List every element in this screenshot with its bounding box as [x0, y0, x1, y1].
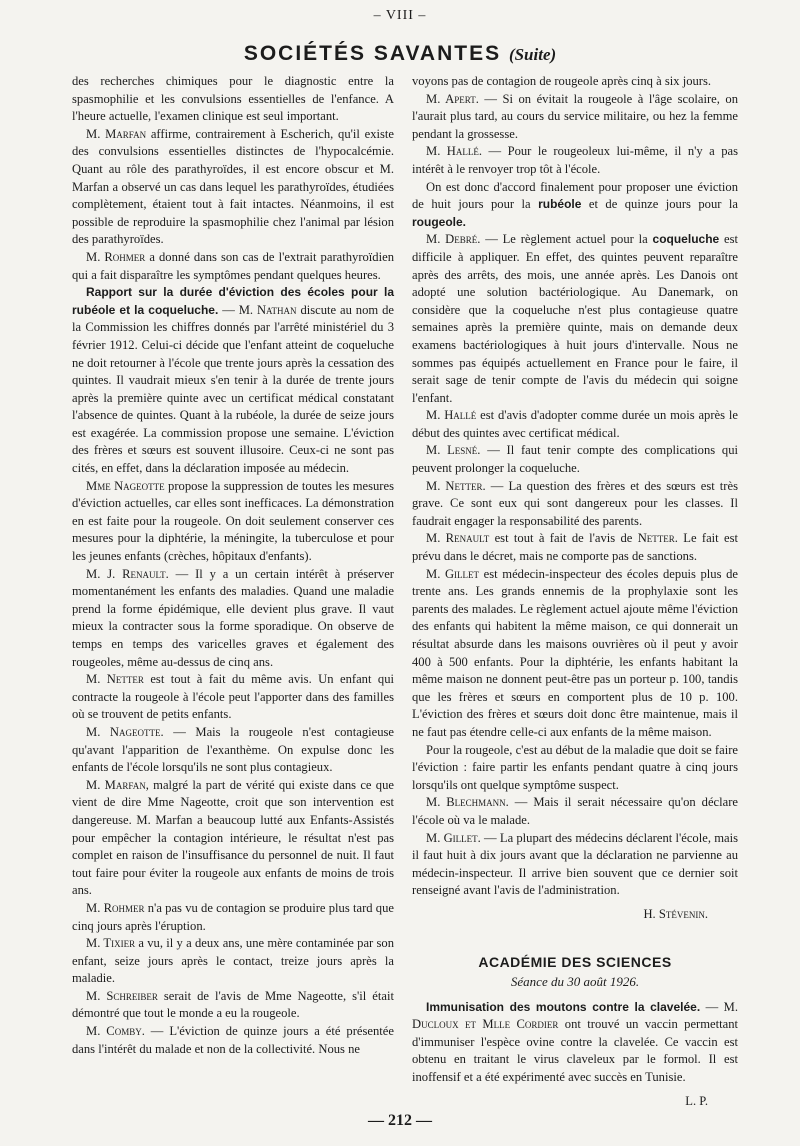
paragraph: Rapport sur la durée d'éviction des écoles pour la rubéole et la coqueluche. — M. Nathan discute au nom de la Commission les chiffres donnés par l'arrêté ministériel du 3 février 1912. Celui-ci décide que l'enfant atteint de coqueluche ne doit retourner à l'école que trente jours après la cessation des quintes. Il vaudrait mieux s'en tenir à la durée de trente jours après la première quinte avec un certificat médical constatant l'absence de quintes. Quant à la rubéole, la durée de seize jours est exagérée. La commission propose une semaine. L'éviction des frères et sœurs est souvent illusoire. Ceux-ci ne sont pas cités, en effet, dans la déclaration imposée au médecin. — [72, 285, 394, 476]
page-number: — 212 — — [368, 1112, 432, 1129]
header-suite: (Suite) — [508, 45, 557, 64]
paragraph: M. Netter est tout à fait du même avis. Un enfant qui contracte la rougeole à l'école peut l'apporter dans des familles où se trouvent de petits enfants. — [72, 672, 395, 722]
paragraph: M. Gillet est médecin-inspecteur des écoles depuis plus de trente ans. Les grands ennemis de la prophylaxie sont les parents des malades. Le règlement actuel ajoute même l'éviction des enfants qui habitent la même maison, ce qui donnerait un résultat absurde dans les maisons ouvrières où il peut y avoir 400 à 500 enfants. Pour la diphtérie, les enfants habitant la même maison ne donnent peut-être pas un porteur p. 100, tandis que les frères et sœurs en comportent plus de 10 p. 100. L'éviction des frères et sœurs doit donc être maintenue, mais il ne faut pas étendre celle-ci aux enfants de la même maison. — [412, 566, 739, 739]
signature: L. P. — [685, 1093, 708, 1108]
paragraph: M. Marfan, malgré la part de vérité qui existe dans ce que vient de dire Mme Nageotte, croit que son intervention est dangereuse. M. Marfan a beaucoup lutté aux Enfants-Assistés pour empêcher la contagion intérieure, le résultat n'est pas complet en raison de l'insuffisance du personnel de nuit. Il faut tout faire pour éviter la rougeole aux enfants de moins de trois ans. — [72, 777, 394, 898]
paragraph: M. Hallé. — Pour le rougeoleux lui-même, il n'y a pas intérêt à le renvoyer trop tôt à l'école. — [412, 144, 738, 176]
section-subtitle: Séance du 30 août 1926. — [510, 974, 640, 990]
paragraph: Mme Nageotte propose la suppression de toutes les mesures d'éviction actuelles, car elles sont inefficaces. La démonstration en est faite pour la rougeole. On doit seulement conserver ces mesures pour la diphtérie, la méningite, la tuberculose et pour les jeunes enfants (crèches, hôpitaux d'enfants). — [72, 478, 394, 564]
signature: H. Stévenin. — [643, 906, 708, 921]
paragraph: M. Gillet. — La plupart des médecins déclarent l'école, mais il faut huit à dix jours avant que la déclaration ne parvienne au médecin-inspecteur. Il arrive bien souvent que ce dernier soit renseigné avant l'avis de l'administration. — [412, 830, 738, 898]
paragraph: M. Netter. — La question des frères et des sœurs est très grave. Ce sont eux qui sont dangereux pour les classes. Il faudrait engager la responsabilité des parents. — [412, 478, 738, 528]
left-column — [72, 73, 394, 1058]
paragraph: M. Hallé est d'avis d'adopter comme durée un mois après le début des quintes avec certificat médical. — [412, 408, 738, 440]
paragraph: M. Lesné. — Il faut tenir compte des complications qui peuvent prolonger la coqueluche. — [412, 443, 739, 476]
paragraph: voyons pas de contagion de rougeole après cinq à six jours. — [412, 74, 712, 88]
right-column — [412, 73, 738, 1110]
paragraph: M. Debré. — Le règlement actuel pour la coqueluche est difficile à appliquer. En effet, des quintes peuvent reparaître après des arrêts, des mois, une année après. Les Danois ont adopté une solution bactériologique. Au Danemark, on considère que la coqueluche n'est plus contagieuse quatre semaines après la première quinte, mais on demande deux examens bactériologiques à huit jours d'intervalle. Nous ne sommes pas équipés actuellement en France pour le faire, il serait sage de tenir compte de l'avis du médecin qui soigne l'enfant. — [412, 232, 738, 405]
running-header — [0, 42, 800, 66]
roman-folio: – VIII – — [373, 8, 427, 23]
paragraph: M. Nageotte. — Mais la rougeole n'est contagieuse qu'avant l'apparition de l'exanthème. On expulse donc les enfants de l'école lorsqu'ils ne sont plus contagieux. — [72, 724, 394, 775]
paragraph: Pour la rougeole, c'est au début de la maladie que doit se faire l'éviction : faire partir les enfants pendant quatre à cinq jours lorsqu'ils ont quelque symptôme suspect. — [412, 742, 738, 792]
paragraph: M. J. Renault. — Il y a un certain intérêt à préserver momentanément les enfants des maladies. Quand une maladie prend la forme épidémique, elle devient plus grave. Il vaut mieux la contracter sous la forme sporadique. On observe de temps en temps des varicelles graves et également des rougeoles, même au-dessus de cinq ans. — [72, 566, 394, 669]
paragraph: M. Schreiber serait de l'avis de Mme Nageotte, s'il était démontré que tout le monde a eu la rougeole. — [72, 988, 394, 1021]
section-title: ACADÉMIE DES SCIENCES — [478, 953, 672, 970]
header-title: SOCIÉTÉS SAVANTES — [243, 42, 502, 65]
paragraph: M. Comby. — L'éviction de quinze jours a été présentée dans l'intérêt du malade et non de la collectivité. Nous ne — [72, 1024, 394, 1056]
paragraph: des recherches chimiques pour le diagnostic entre la spasmophilie et les convulsions essentielles de l'enfance. A l'heure actuelle, l'examen clinique est seul important. — [72, 74, 394, 124]
paragraph: M. Tixier a vu, il y a deux ans, une mère contaminée par son enfant, seize jours après le contact, treize jours après la maladie. — [72, 936, 394, 986]
paragraph: Immunisation des moutons contre la clavelée. — M. Ducloux et Mlle Cordier ont trouvé un vaccin permettant d'immuniser l'espèce ovine contre la clavelée. Ce vaccin est obtenu en traitant le virus claveleux par le formol. Il est inoffensif et a été expérimenté avec succès en Tunisie. — [412, 999, 738, 1085]
paragraph: M. Rohmer n'a pas vu de contagion se produire plus tard que cinq jours après l'éruption. — [72, 900, 394, 933]
paragraph: On est donc d'accord finalement pour proposer une éviction de huit jours pour la rubéole et de quinze jours pour la rougeole. — [412, 179, 738, 229]
paragraph: M. Blechmann. — Mais il serait nécessaire qu'on déclare l'école où va le malade. — [412, 795, 739, 827]
paragraph: M. Apert. — Si on évitait la rougeole à l'âge scolaire, on l'aurait plus tard, au cours du service militaire, ou hez la femme pendant la grossesse. — [412, 91, 738, 141]
paragraph: M. Renault est tout à fait de l'avis de Netter. Le fait est prévu dans le décret, mais ne comporte pas de sanctions. — [412, 531, 739, 564]
paragraph: M. Rohmer a donné dans son cas de l'extrait parathyroïdien qui a fait disparaître les symptômes pendant quelques heures. — [72, 249, 394, 282]
paragraph: M. Marfan affirme, contrairement à Escherich, qu'il existe des convulsions essentielles distinctes de l'hypocalcémie. Quant au rôle des parathyroïdes, il est encore obscur et M. Marfan a observé un cas dans lequel les parathyroïdes, étudiées complètement, étaient tout à fait intactes. Néanmoins, il est possible de reproduire la spasmophilie chez l'animal par lésion des parathyroïdes. — [72, 126, 394, 247]
